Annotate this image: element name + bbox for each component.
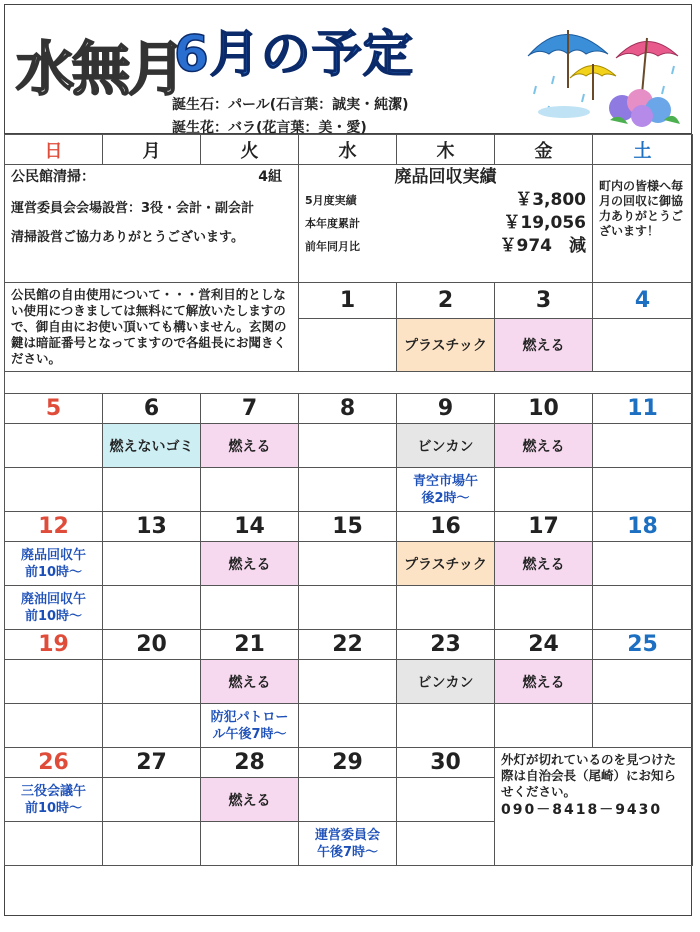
day-15: 15: [299, 512, 397, 542]
day-11: 11: [593, 394, 693, 424]
day-27: 27: [103, 748, 201, 778]
weekday-sat: 土: [593, 135, 693, 165]
event-sanyaku-meeting: 三役会議午前10時～: [5, 778, 103, 822]
haihin-row-value: ￥974 減: [499, 236, 586, 256]
day-22: 22: [299, 630, 397, 660]
weekday-fri: 金: [495, 135, 593, 165]
day-23: 23: [397, 630, 495, 660]
event-bincan: ビンカン: [397, 660, 495, 704]
day-1: 1: [299, 283, 397, 319]
event-burnable: 燃える: [201, 542, 299, 586]
event-burnable: 燃える: [201, 660, 299, 704]
slot-19b: [5, 704, 103, 748]
cleaning-group: 4組: [258, 169, 282, 185]
slot-11b: [593, 468, 693, 512]
slot-15b: [299, 586, 397, 630]
slot-8: [299, 424, 397, 468]
event-patrol: 防犯パトロール午後7時～: [201, 704, 299, 748]
day-5: 5: [5, 394, 103, 424]
slot-10b: [495, 468, 593, 512]
event-bincan: ビンカン: [397, 424, 495, 468]
day-28: 28: [201, 748, 299, 778]
slot-20: [103, 660, 201, 704]
weekday-thu: 木: [397, 135, 495, 165]
cleaning-notice: [5, 165, 299, 283]
hydrangea-icon: [609, 89, 680, 127]
haihin-row: [305, 192, 586, 209]
slot-5b: [5, 468, 103, 512]
event-burnable: 燃える: [201, 778, 299, 822]
slot-30: [397, 778, 495, 822]
slot-16b: [397, 586, 495, 630]
event-burnable: 燃える: [495, 319, 593, 372]
weekday-sun: 日: [5, 135, 103, 165]
haihin-row-label: 5月度実績: [305, 194, 357, 207]
old-month-title: 水無月: [16, 35, 185, 103]
slot-4: [593, 319, 693, 372]
slot-29: [299, 778, 397, 822]
weekday-wed: 水: [299, 135, 397, 165]
birthstone-text: 誕生石：パール(石言葉：誠実・純潔): [172, 97, 409, 113]
blue-umbrella-icon: [528, 30, 608, 88]
header: [4, 4, 692, 134]
day-30: 30: [397, 748, 495, 778]
day-8: 8: [299, 394, 397, 424]
day-16: 16: [397, 512, 495, 542]
birthflower-text: 誕生花：バラ(花言葉：美・愛): [172, 120, 367, 136]
setup-notice: 運営委員会会場設営：3役・会計・副会計: [11, 201, 255, 216]
slot-26b: [5, 822, 103, 866]
haihin-row-value: ￥19,056: [503, 213, 586, 233]
slot-11: [593, 424, 693, 468]
puddle-icon: [538, 106, 590, 118]
haihin-results: [299, 165, 593, 283]
haihin-row-label: 本年度累計: [305, 217, 360, 230]
free-use-notice: 公民館の自由使用について・・・営利目的としない使用につきましては無料にて解放いたしますので、御自由にお使い頂いても構いません。玄関の鍵は暗証番号となってますので各組長にお聞きください。: [5, 283, 299, 372]
slot-1: [299, 319, 397, 372]
streetlight-text: 外灯が切れているのを見つけた際は自治会長（尾崎）にお知らせください。: [501, 752, 677, 799]
slot-15: [299, 542, 397, 586]
pink-umbrella-icon: [616, 38, 678, 94]
slot-13: [103, 542, 201, 586]
event-burnable: 燃える: [495, 660, 593, 704]
page-title: 6月の予定: [174, 25, 414, 83]
slot-24b: [495, 704, 593, 748]
event-plastic: プラスチック: [397, 542, 495, 586]
slot-6b: [103, 468, 201, 512]
event-unei-meeting: 運営委員会午後7時～: [299, 822, 397, 866]
day-20: 20: [103, 630, 201, 660]
slot-27: [103, 778, 201, 822]
slot-18b: [593, 586, 693, 630]
slot-18: [593, 542, 693, 586]
slot-13b: [103, 586, 201, 630]
weekday-tue: 火: [201, 135, 299, 165]
day-7: 7: [201, 394, 299, 424]
streetlight-notice: [495, 748, 693, 866]
haihin-row: [305, 215, 586, 232]
slot-22: [299, 660, 397, 704]
yellow-umbrella-icon: [570, 64, 616, 100]
event-burnable: 燃える: [495, 542, 593, 586]
slot-17b: [495, 586, 593, 630]
day-6: 6: [103, 394, 201, 424]
weekday-header-row: [5, 135, 693, 165]
haihin-row-value: ￥3,800: [515, 190, 586, 210]
slot-30b: [397, 822, 495, 866]
day-17: 17: [495, 512, 593, 542]
haihin-row-label: 前年同月比: [305, 240, 360, 253]
slot-19: [5, 660, 103, 704]
day-14: 14: [201, 512, 299, 542]
slot-25: [593, 660, 693, 704]
slot-22b: [299, 704, 397, 748]
slot-27b: [103, 822, 201, 866]
event-aozora-market: 青空市場午後2時～: [397, 468, 495, 512]
day-13: 13: [103, 512, 201, 542]
thanks-notice: 清掃設営ご協力ありがとうございます。: [11, 230, 244, 245]
slot-14b: [201, 586, 299, 630]
haihin-row: [305, 238, 586, 255]
day-21: 21: [201, 630, 299, 660]
day-24: 24: [495, 630, 593, 660]
slot-25b: [593, 704, 693, 748]
event-burnable: 燃える: [495, 424, 593, 468]
slot-7b: [201, 468, 299, 512]
day-10: 10: [495, 394, 593, 424]
day-9: 9: [397, 394, 495, 424]
umbrella-hydrangea-illustration: [524, 16, 684, 128]
cleaning-label: 公民館清掃：: [11, 169, 95, 185]
day-12: 12: [5, 512, 103, 542]
event-nonburnable: 燃えないゴミ: [103, 424, 201, 468]
day-2: 2: [397, 283, 495, 319]
event-haihin-collection: 廃品回収午前10時～: [5, 542, 103, 586]
contact-phone: 090－8418－9430: [501, 802, 663, 818]
day-29: 29: [299, 748, 397, 778]
haihin-title: 廃品回収実績: [394, 167, 497, 187]
slot-20b: [103, 704, 201, 748]
thanks-residents: 町内の皆様へ毎月の回収に御協力ありがとうございます！: [593, 165, 693, 283]
spacer-row: [5, 372, 693, 394]
day-4: 4: [593, 283, 693, 319]
day-25: 25: [593, 630, 693, 660]
event-oil-collection: 廃油回収午前10時～: [5, 586, 103, 630]
slot-28b: [201, 822, 299, 866]
event-plastic: プラスチック: [397, 319, 495, 372]
weekday-mon: 月: [103, 135, 201, 165]
day-18: 18: [593, 512, 693, 542]
slot-8b: [299, 468, 397, 512]
calendar-table: [4, 134, 693, 866]
day-19: 19: [5, 630, 103, 660]
event-burnable: 燃える: [201, 424, 299, 468]
slot-23b: [397, 704, 495, 748]
day-26: 26: [5, 748, 103, 778]
slot-5: [5, 424, 103, 468]
day-3: 3: [495, 283, 593, 319]
